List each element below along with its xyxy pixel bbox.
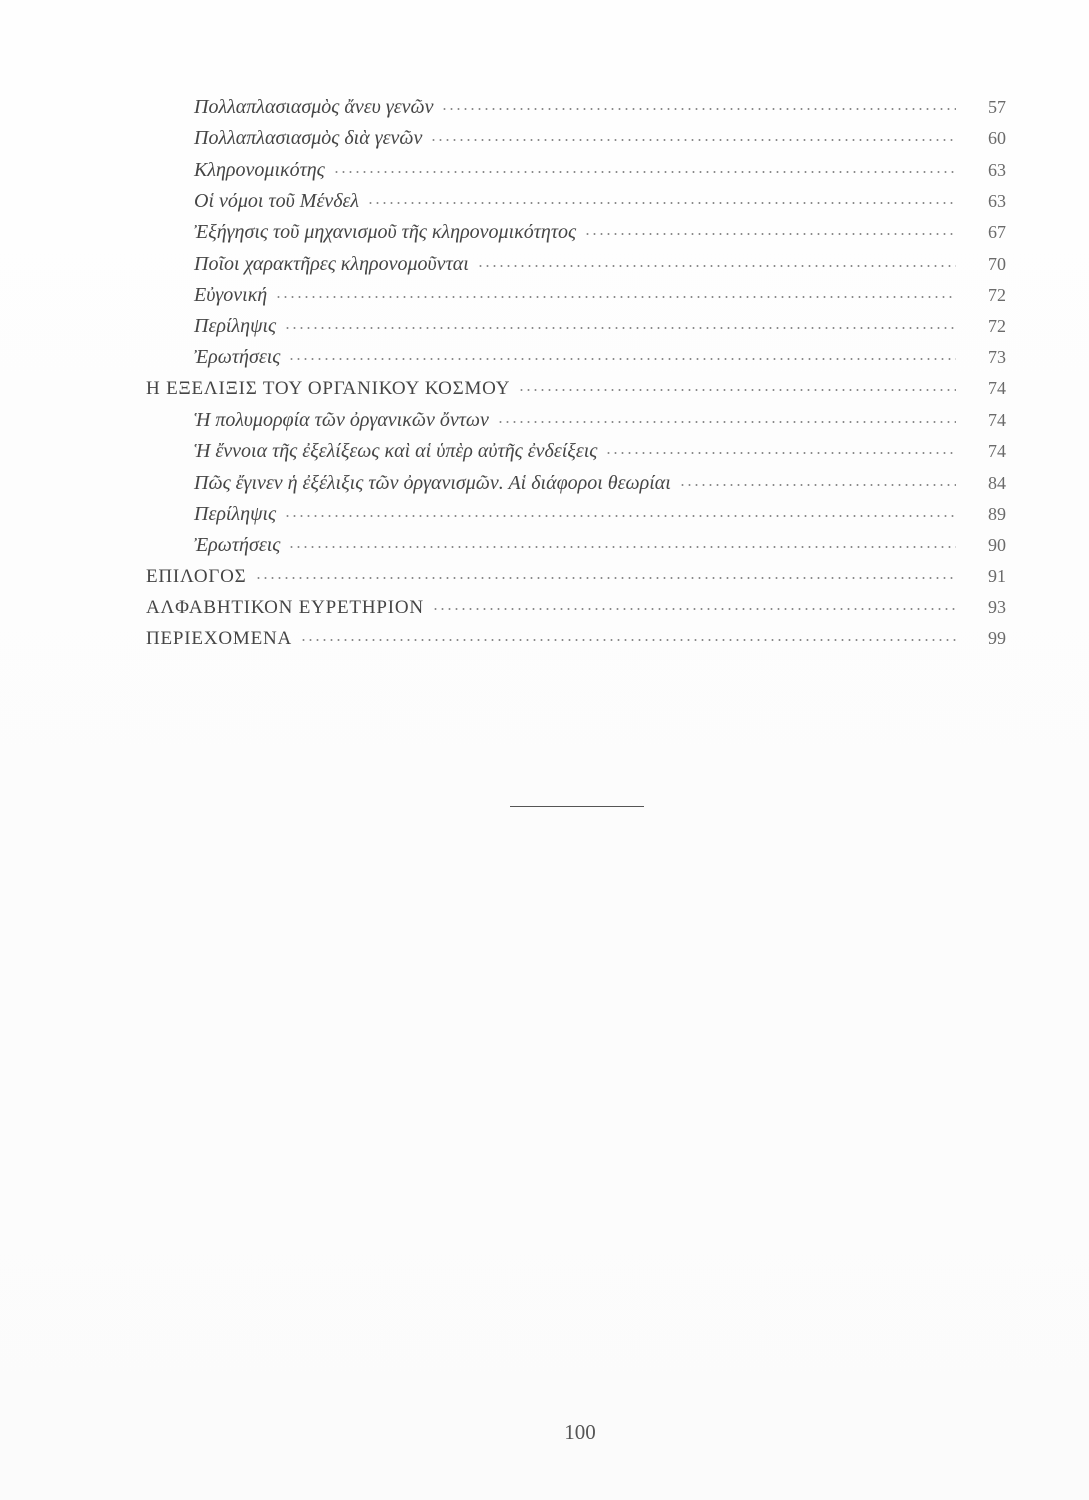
toc-entry-page: 72: [988, 284, 1006, 305]
toc-entry-title: Πῶς ἔγινεν ἡ ἐξέλιξις τῶν ὀργανισμῶν. Αἱ διάφοροι θεωρίαι: [194, 471, 671, 494]
leader-dots: [584, 231, 956, 237]
toc-entry-page: 63: [988, 190, 1006, 211]
toc-entry-page: 60: [988, 128, 1006, 149]
toc-entry-page: 89: [988, 503, 1006, 524]
leader-dots: [497, 419, 956, 425]
toc-entry-title: Κληρονομικότης: [194, 158, 325, 181]
toc-section-entry: [146, 221, 1006, 251]
toc-entry-page: 99: [988, 628, 1006, 649]
toc-chapter-entry: [146, 597, 1006, 627]
toc-section-entry: [146, 503, 1006, 533]
leader-dots: [333, 169, 956, 175]
toc-section-entry: [146, 346, 1006, 376]
toc-entry-page: 90: [988, 535, 1006, 556]
toc-entry-title: Εὐγονική: [194, 283, 268, 306]
toc-section-entry: [146, 159, 1006, 189]
toc-entry-title: Ἡ πολυμορφία τῶν ὀργανικῶν ὄντων: [194, 409, 489, 431]
toc-entry-title: Περίληψις: [194, 502, 277, 525]
toc-chapter-entry: [146, 566, 1006, 596]
toc-chapter-entry: [146, 628, 1006, 658]
toc-entry-title: Πολλαπλασιασμὸς ἄνευ γενῶν: [194, 96, 434, 118]
toc-entry-page: 70: [988, 253, 1006, 274]
leader-dots: [430, 137, 956, 143]
toc-entry-title: Ἐξήγησις τοῦ μηχανισμοῦ τῆς κληρονομικότητος: [194, 221, 577, 244]
leader-dots: [284, 513, 956, 519]
leader-dots: [477, 263, 956, 269]
toc-entry-title: ΠΕΡΙΕΧΟΜΕΝΑ: [146, 628, 293, 650]
toc-entry-title: Ἐρωτήσεις: [194, 534, 281, 557]
toc-entry-title: Οἱ νόμοι τοῦ Μένδελ: [194, 189, 360, 212]
toc-section-entry: [146, 440, 1006, 470]
leader-dots: [284, 325, 956, 331]
toc-entry-title: Η ΕΞΕΛΙΞΙΣ ΤΟΥ ΟΡΓΑΝΙΚΟΥ ΚΟΣΜΟΥ: [146, 377, 511, 399]
toc-entry-title: ΕΠΙΛΟΓΟΣ: [146, 565, 247, 587]
toc-entry-page: 67: [988, 222, 1006, 243]
leader-dots: [432, 606, 956, 612]
toc-section-entry: [146, 190, 1006, 220]
toc-entry-title: Περίληψις: [194, 315, 277, 338]
leader-dots: [300, 637, 956, 643]
toc-section-entry: [146, 253, 1006, 283]
leader-dots: [288, 544, 956, 550]
leader-dots: [605, 450, 956, 456]
toc-entry-page: 84: [988, 472, 1006, 493]
toc-entry-title: Ἐρωτήσεις: [194, 346, 281, 369]
toc-entry-page: 57: [988, 97, 1006, 117]
toc-section-entry: [146, 315, 1006, 345]
separator-rule: [510, 806, 644, 807]
toc-section-entry: [146, 534, 1006, 564]
toc-entry-page: 74: [988, 410, 1006, 430]
toc-section-entry: [146, 409, 1006, 439]
toc-entry-page: 63: [988, 159, 1006, 180]
leader-dots: [518, 387, 956, 393]
leader-dots: [288, 356, 956, 362]
page-number: 100: [564, 1420, 596, 1444]
toc-entry-page: 72: [988, 316, 1006, 337]
toc-chapter-entry: [146, 378, 1006, 408]
toc-entry-title: Ποῖοι χαρακτῆρες κληρονομοῦνται: [194, 252, 469, 275]
toc-section-entry: [146, 284, 1006, 314]
toc-entry-title: Ἡ ἔννοια τῆς ἐξελίξεως καὶ αἱ ὑπὲρ αὐτῆς ἐνδείξεις: [194, 440, 598, 463]
toc-section-entry: [146, 127, 1006, 157]
leader-dots: [441, 106, 956, 112]
toc-entry-page: 91: [988, 565, 1006, 586]
leader-dots: [679, 482, 956, 488]
toc-entry-page: 74: [988, 377, 1006, 398]
toc-entry-page: 74: [988, 441, 1006, 462]
toc-entry-page: 93: [988, 596, 1006, 617]
leader-dots: [367, 200, 956, 206]
toc-entry-title: Πολλαπλασιασμὸς διὰ γενῶν: [194, 127, 423, 150]
toc-section-entry: [146, 472, 1006, 502]
toc-entry-title: ΑΛΦΑΒΗΤΙΚΟΝ ΕΥΡΕΤΗΡΙΟΝ: [146, 596, 424, 618]
leader-dots: [255, 575, 956, 581]
leader-dots: [275, 294, 956, 300]
toc-section-entry: [146, 96, 1006, 126]
toc-entry-page: 73: [988, 347, 1006, 368]
